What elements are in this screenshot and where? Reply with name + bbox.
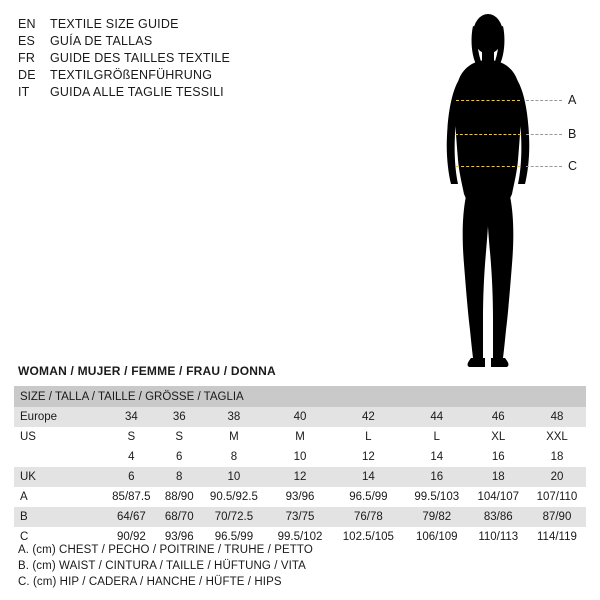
- cell: 16: [469, 447, 528, 467]
- cell: 48: [528, 407, 586, 427]
- language-row: [18, 16, 348, 33]
- row-label: [14, 447, 104, 467]
- cell: 18: [528, 447, 586, 467]
- cell: 104/107: [469, 487, 528, 507]
- row-label: Europe: [14, 407, 104, 427]
- cell: 87/90: [528, 507, 586, 527]
- cell: 34: [104, 407, 159, 427]
- cell: 79/82: [405, 507, 469, 527]
- cell: 10: [200, 467, 268, 487]
- language-row: [18, 84, 348, 101]
- body-figure: [400, 8, 590, 373]
- row-label: C: [14, 527, 104, 547]
- language-row: [18, 67, 348, 84]
- cell: 76/78: [332, 507, 405, 527]
- cell: 46: [469, 407, 528, 427]
- row-label: B: [14, 507, 104, 527]
- cell: 12: [332, 447, 405, 467]
- language-row: [18, 33, 348, 50]
- measure-pointer-waist: [526, 134, 562, 135]
- language-title: TEXTILE SIZE GUIDE: [50, 17, 179, 31]
- table-row: [14, 427, 586, 447]
- cell: 90.5/92.5: [200, 487, 268, 507]
- cell: 4: [104, 447, 159, 467]
- cell: 83/86: [469, 507, 528, 527]
- legend-line-a: A. (cm) CHEST / PECHO / POITRINE / TRUHE / PETTO: [18, 544, 313, 556]
- language-title: GUIDA ALLE TAGLIE TESSILI: [50, 85, 224, 99]
- row-label: UK: [14, 467, 104, 487]
- measure-pointer-chest: [526, 100, 562, 101]
- table-row: [14, 487, 586, 507]
- cell: 20: [528, 467, 586, 487]
- cell: XXL: [528, 427, 586, 447]
- language-code: IT: [18, 85, 30, 99]
- cell: 96.5/99: [200, 527, 268, 547]
- measure-pointer-hip: [526, 166, 562, 167]
- cell: S: [104, 427, 159, 447]
- cell: 85/87.5: [104, 487, 159, 507]
- measurement-legend: [18, 542, 578, 590]
- legend-line-c: C. (cm) HIP / CADERA / HANCHE / HÜFTE / HIPS: [18, 576, 282, 588]
- cell: 42: [332, 407, 405, 427]
- cell: 10: [268, 447, 332, 467]
- size-table: [14, 386, 586, 547]
- cell: S: [159, 427, 200, 447]
- cell: 93/96: [159, 527, 200, 547]
- language-code: DE: [18, 68, 36, 82]
- cell: 114/119: [528, 527, 586, 547]
- cell: 64/67: [104, 507, 159, 527]
- measure-label-b: B: [568, 127, 577, 141]
- cell: 12: [268, 467, 332, 487]
- language-code: ES: [18, 34, 36, 48]
- language-code: FR: [18, 51, 36, 65]
- cell: 93/96: [268, 487, 332, 507]
- cell: 68/70: [159, 507, 200, 527]
- row-label: A: [14, 487, 104, 507]
- cell: 14: [405, 447, 469, 467]
- measure-label-c: C: [568, 159, 578, 173]
- cell: 99.5/103: [405, 487, 469, 507]
- cell: 6: [159, 447, 200, 467]
- cell: 73/75: [268, 507, 332, 527]
- cell: 96.5/99: [332, 487, 405, 507]
- cell: 70/72.5: [200, 507, 268, 527]
- language-header-list: [18, 16, 348, 101]
- cell: 99.5/102: [268, 527, 332, 547]
- cell: M: [268, 427, 332, 447]
- cell: 40: [268, 407, 332, 427]
- cell: 38: [200, 407, 268, 427]
- table-row: [14, 507, 586, 527]
- cell: 107/110: [528, 487, 586, 507]
- table-row: [14, 407, 586, 427]
- cell: 110/113: [469, 527, 528, 547]
- female-silhouette-icon: [400, 8, 590, 373]
- language-title: TEXTILGRÖßENFÜHRUNG: [50, 68, 213, 82]
- measure-label-a: A: [568, 93, 577, 107]
- cell: 88/90: [159, 487, 200, 507]
- table-header-label: SIZE / TALLA / TAILLE / GRÖSSE / TAGLIA: [14, 386, 586, 407]
- cell: 44: [405, 407, 469, 427]
- language-code: EN: [18, 17, 36, 31]
- cell: 36: [159, 407, 200, 427]
- row-label: US: [14, 427, 104, 447]
- cell: XL: [469, 427, 528, 447]
- table-row: [14, 447, 586, 467]
- cell: 106/109: [405, 527, 469, 547]
- cell: L: [405, 427, 469, 447]
- table-row: [14, 467, 586, 487]
- table-group-title: WOMAN / MUJER / FEMME / FRAU / DONNA: [18, 364, 276, 378]
- cell: 8: [159, 467, 200, 487]
- cell: L: [332, 427, 405, 447]
- language-title: GUÍA DE TALLAS: [50, 34, 153, 48]
- cell: 8: [200, 447, 268, 467]
- language-title: GUIDE DES TAILLES TEXTILE: [50, 51, 231, 65]
- cell: 14: [332, 467, 405, 487]
- cell: 102.5/105: [332, 527, 405, 547]
- measure-line-chest: [456, 100, 520, 101]
- table-header-row: [14, 386, 586, 407]
- measure-line-waist: [455, 134, 521, 135]
- cell: 16: [405, 467, 469, 487]
- cell: 90/92: [104, 527, 159, 547]
- legend-line-b: B. (cm) WAIST / CINTURA / TAILLE / HÜFTUNG / VITA: [18, 560, 306, 572]
- measure-line-hip: [456, 166, 520, 167]
- language-row: [18, 50, 348, 67]
- cell: 18: [469, 467, 528, 487]
- cell: M: [200, 427, 268, 447]
- cell: 6: [104, 467, 159, 487]
